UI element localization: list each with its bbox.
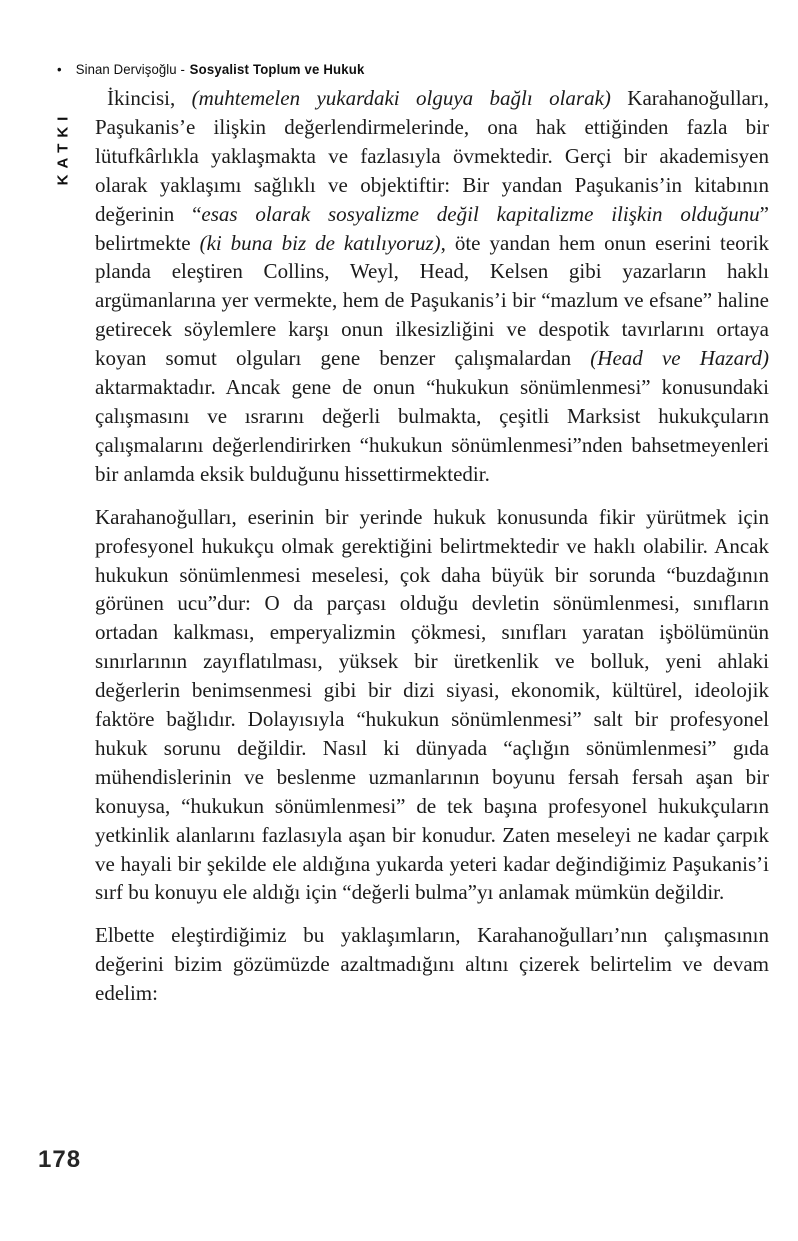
margin-section-label: KATKI [54, 110, 72, 186]
text-run: Elbette eleştirdiğimiz bu yaklaşımların, Karahanoğulları’nın çalışmasının değerini bizim gözümüzde azaltmadığını altını çizerek belirtelim ve devam edelim: [95, 923, 769, 1006]
text-run: esas olarak sosyalizme değil kapitalizme ilişkin olduğunu [201, 201, 760, 226]
text-run: Karahanoğulları, eserinin bir yerinde hukuk konusunda fikir yürütmek için profesyonel hukukçu olmak gerektiğini belirtmektedir ve haklı olabilir. Ancak hukukun sönümlenmesi meselesi, çok daha büyük bir sorunda “buzdağının görünen ucu”dur: O da parçası olduğu devletin sönümlenmesi, sınıfların ortadan kalkması, emperyalizmin çökmesi, sınıfları yaratan işbölümünün sınırlarının zayıflatılması, yüksek bir üretkenlik ve bolluk, yeni ahlaki değerlerin benimsenmesi gibi bir dizi siyasi, ekonomik, kültürel, ideolojik faktöre bağlıdır. Dolayısıyla “hukukun sönümlenmesi” salt bir profesyonel hukuk sorunu değildir. Nasıl ki dünyada “açlığın sönümlenmesi” gıda mühendislerinin ve beslenme uzmanlarının boyunu fersah fersah aşan bir konuysa, “hukukun sönümlenmesi” de tek başına profesyonel hukukçuların yetkinlik alanlarını fazlasıyla aşan bir konudur. Zaten meseleyi ne kadar çarpık ve hayali bir şekilde ele aldığına yukarda yeteri kadar değindiğimiz Paşukanis’i sırf bu konuyu ele aldığı için “değerli bulma”yı anlamak mümkün değildir. [95, 504, 769, 905]
text-run: (muhtemelen yukardaki olguya bağlı olarak) [191, 86, 611, 110]
body-paragraph-3 [95, 921, 769, 1008]
page-number: 178 [38, 1146, 82, 1173]
page-body [95, 84, 769, 1022]
text-run: , öte yandan hem onun eserini teorik planda eleştiren Collins, Weyl, Head, Kelsen gibi yazarların haklı argümanlarına yer vermekte, hem de Paşukanis’i bir “mazlum ve efsane” haline getirecek söylemlere karşı onun ilkesizliğini ve despotik tavırlarını ortaya koyan somut olguları gene benzer çalışmalardan [95, 230, 769, 371]
text-run: aktarmaktadır. Ancak gene de onun “hukukun sönümlenmesi” konusundaki çalışmasını ve ısrarını değerli bulmakta, çeşitli Marksist hukukçuların çalışmalarını değerlendirirken “hukukun sönümlenmesi”nden bahsetmeyenleri bir anlamda eksik bulduğunu hissettirmektedir. [95, 375, 769, 486]
text-run: (Head ve Hazard) [590, 346, 769, 371]
body-paragraph-1 [95, 84, 769, 489]
text-run: Karahanoğulları, Paşukanis’e ilişkin değerlendirmelerinde, ona hak ettiğinden fazla bir lütufkârlıkla yaklaşmakta ve fazlasıyla övmektedir. Gerçi bir akademisyen olarak yaklaşımı sağlıklı ve objektiftir: Bir yandan Paşukanis’in kitabının değerinin “ [95, 86, 769, 226]
running-header [57, 61, 364, 77]
header-book-title: Sosyalist Toplum ve Hukuk [189, 61, 365, 77]
bullet-icon: • [57, 61, 62, 77]
text-run: İkincisi, [107, 86, 192, 110]
text-run: ” belirtmekte [95, 201, 769, 255]
header-author: Sinan Dervişoğlu - [75, 61, 185, 77]
text-run: (ki buna biz de katılıyoruz) [199, 230, 441, 255]
body-paragraph-2 [95, 503, 769, 908]
